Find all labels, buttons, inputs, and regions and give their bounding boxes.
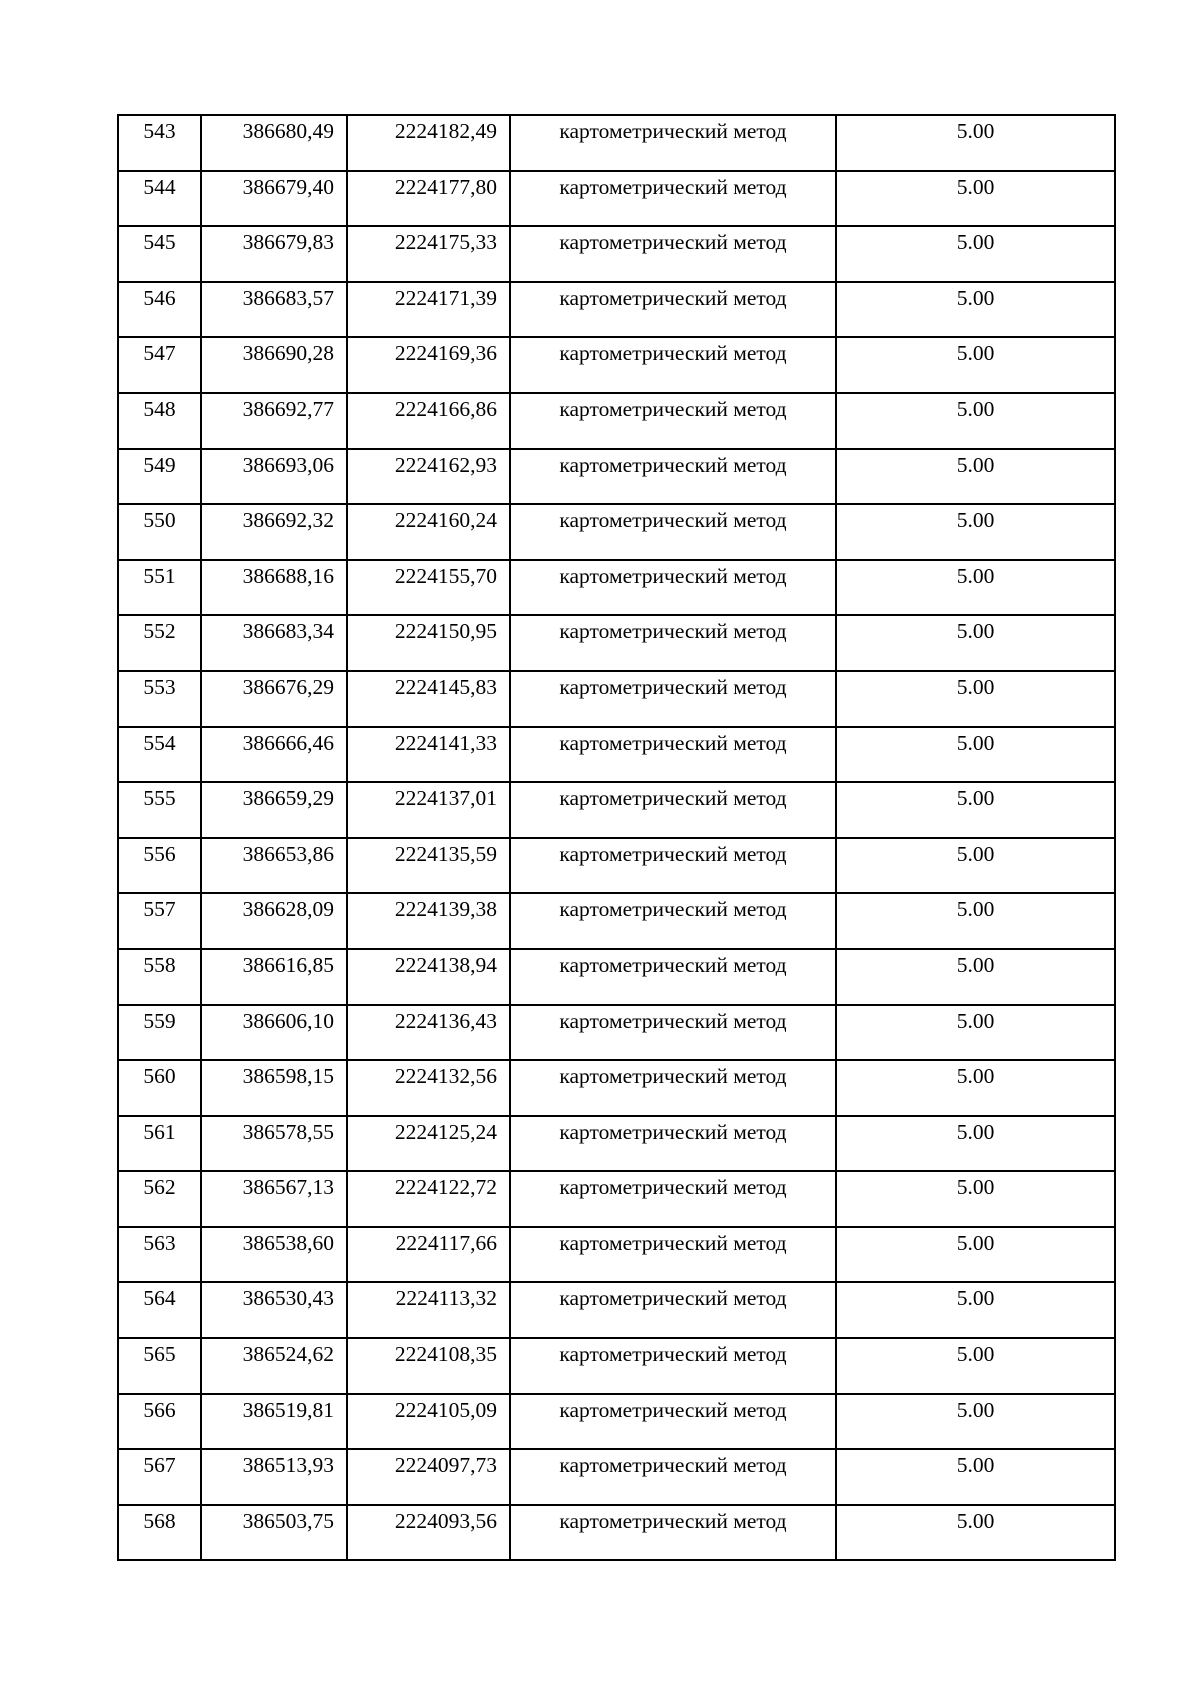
method-cell-text: картометрический метод [559, 341, 787, 366]
x-coordinate-cell [201, 1394, 347, 1450]
y-coordinate-cell [347, 171, 510, 227]
point-number-cell [118, 504, 201, 560]
point-number-cell-text: 553 [143, 674, 176, 699]
method-cell [510, 1338, 836, 1394]
x-coordinate-cell-text: 386519,81 [242, 1397, 334, 1422]
x-coordinate-cell [201, 949, 347, 1005]
y-coordinate-cell-text: 2224162,93 [394, 452, 497, 477]
x-coordinate-cell-text: 386578,55 [242, 1119, 334, 1144]
y-coordinate-cell [347, 782, 510, 838]
accuracy-cell [836, 393, 1115, 449]
method-cell [510, 1116, 836, 1172]
method-cell [510, 1449, 836, 1505]
table-row [118, 782, 1115, 838]
table-row [118, 1394, 1115, 1450]
y-coordinate-cell [347, 1338, 510, 1394]
method-cell-text: картометрический метод [559, 1008, 787, 1033]
method-cell [510, 838, 836, 894]
point-number-cell [118, 115, 201, 171]
point-number-cell-text: 560 [143, 1064, 176, 1089]
x-coordinate-cell-text: 386503,75 [242, 1508, 334, 1533]
point-number-cell-text: 563 [143, 1230, 176, 1255]
y-coordinate-cell-text: 2224105,09 [394, 1397, 497, 1422]
point-number-cell-text: 559 [143, 1008, 176, 1033]
point-number-cell [118, 893, 201, 949]
method-cell-text: картометрический метод [559, 1508, 787, 1533]
accuracy-cell-text: 5.00 [956, 1286, 995, 1311]
y-coordinate-cell-text: 2224108,35 [394, 1342, 497, 1367]
accuracy-cell-text: 5.00 [956, 730, 995, 755]
table-row [118, 171, 1115, 227]
accuracy-cell-text: 5.00 [956, 619, 995, 644]
accuracy-cell [836, 1171, 1115, 1227]
point-number-cell-text: 567 [143, 1453, 176, 1478]
accuracy-cell-text: 5.00 [956, 563, 995, 588]
method-cell [510, 282, 836, 338]
x-coordinate-cell [201, 893, 347, 949]
accuracy-cell [836, 1227, 1115, 1283]
table-row [118, 1338, 1115, 1394]
method-cell [510, 115, 836, 171]
table-row [118, 1505, 1115, 1561]
point-number-cell [118, 1116, 201, 1172]
y-coordinate-cell-text: 2224171,39 [394, 285, 497, 310]
x-coordinate-cell-text: 386690,28 [242, 341, 334, 366]
accuracy-cell-text: 5.00 [956, 1342, 995, 1367]
accuracy-cell-text: 5.00 [956, 1397, 995, 1422]
x-coordinate-cell [201, 1282, 347, 1338]
accuracy-cell [836, 1449, 1115, 1505]
point-number-cell [118, 171, 201, 227]
accuracy-cell-text: 5.00 [956, 174, 995, 199]
method-cell-text: картометрический метод [559, 1453, 787, 1478]
point-number-cell-text: 543 [143, 119, 176, 143]
y-coordinate-cell [347, 1282, 510, 1338]
accuracy-cell [836, 615, 1115, 671]
x-coordinate-cell [201, 1171, 347, 1227]
y-coordinate-cell-text: 2224138,94 [394, 952, 497, 977]
table-row [118, 115, 1115, 171]
y-coordinate-cell [347, 115, 510, 171]
accuracy-cell-text: 5.00 [956, 1064, 995, 1089]
accuracy-cell [836, 782, 1115, 838]
x-coordinate-cell-text: 386679,40 [242, 174, 334, 199]
x-coordinate-cell-text: 386538,60 [242, 1230, 334, 1255]
y-coordinate-cell [347, 1116, 510, 1172]
y-coordinate-cell-text: 2224097,73 [394, 1453, 497, 1478]
accuracy-cell-text: 5.00 [956, 897, 995, 922]
accuracy-cell-text: 5.00 [956, 1119, 995, 1144]
method-cell [510, 727, 836, 783]
method-cell-text: картометрический метод [559, 285, 787, 310]
x-coordinate-cell [201, 615, 347, 671]
x-coordinate-cell-text: 386524,62 [242, 1342, 334, 1367]
point-number-cell [118, 615, 201, 671]
y-coordinate-cell [347, 1449, 510, 1505]
accuracy-cell [836, 1116, 1115, 1172]
table-row [118, 893, 1115, 949]
point-number-cell [118, 671, 201, 727]
x-coordinate-cell [201, 727, 347, 783]
accuracy-cell-text: 5.00 [956, 1230, 995, 1255]
y-coordinate-cell [347, 1005, 510, 1061]
table-row [118, 1171, 1115, 1227]
x-coordinate-cell-text: 386653,86 [242, 841, 334, 866]
accuracy-cell [836, 1005, 1115, 1061]
y-coordinate-cell-text: 2224150,95 [394, 619, 497, 644]
point-number-cell [118, 838, 201, 894]
y-coordinate-cell [347, 1394, 510, 1450]
y-coordinate-cell-text: 2224160,24 [394, 508, 497, 533]
point-number-cell-text: 546 [143, 285, 176, 310]
x-coordinate-cell-text: 386567,13 [242, 1175, 334, 1200]
point-number-cell-text: 549 [143, 452, 176, 477]
method-cell [510, 393, 836, 449]
accuracy-cell-text: 5.00 [956, 508, 995, 533]
accuracy-cell-text: 5.00 [956, 952, 995, 977]
accuracy-cell-text: 5.00 [956, 230, 995, 255]
accuracy-cell-text: 5.00 [956, 1453, 995, 1478]
accuracy-cell [836, 115, 1115, 171]
method-cell [510, 782, 836, 838]
table-row [118, 560, 1115, 616]
y-coordinate-cell-text: 2224137,01 [394, 786, 497, 811]
y-coordinate-cell [347, 504, 510, 560]
point-number-cell-text: 557 [143, 897, 176, 922]
method-cell-text: картометрический метод [559, 452, 787, 477]
x-coordinate-cell [201, 671, 347, 727]
x-coordinate-cell [201, 1060, 347, 1116]
point-number-cell [118, 1282, 201, 1338]
point-number-cell [118, 1394, 201, 1450]
point-number-cell-text: 564 [143, 1286, 176, 1311]
y-coordinate-cell-text: 2224132,56 [394, 1064, 497, 1089]
accuracy-cell [836, 1394, 1115, 1450]
method-cell-text: картометрический метод [559, 508, 787, 533]
y-coordinate-cell-text: 2224122,72 [394, 1175, 497, 1200]
point-number-cell [118, 1338, 201, 1394]
accuracy-cell [836, 226, 1115, 282]
y-coordinate-cell [347, 838, 510, 894]
x-coordinate-cell [201, 560, 347, 616]
method-cell-text: картометрический метод [559, 1230, 787, 1255]
y-coordinate-cell-text: 2224125,24 [394, 1119, 497, 1144]
accuracy-cell [836, 1282, 1115, 1338]
accuracy-cell-text: 5.00 [956, 396, 995, 421]
point-number-cell-text: 548 [143, 396, 176, 421]
x-coordinate-cell-text: 386606,10 [242, 1008, 334, 1033]
point-number-cell-text: 565 [143, 1342, 176, 1367]
method-cell-text: картометрический метод [559, 1286, 787, 1311]
point-number-cell-text: 562 [143, 1175, 176, 1200]
point-number-cell-text: 558 [143, 952, 176, 977]
x-coordinate-cell-text: 386683,34 [242, 619, 334, 644]
x-coordinate-cell [201, 393, 347, 449]
point-number-cell [118, 1171, 201, 1227]
accuracy-cell [836, 449, 1115, 505]
x-coordinate-cell [201, 838, 347, 894]
table-row [118, 337, 1115, 393]
x-coordinate-cell-text: 386676,29 [242, 674, 334, 699]
table-row [118, 449, 1115, 505]
method-cell [510, 615, 836, 671]
method-cell [510, 893, 836, 949]
y-coordinate-cell [347, 1227, 510, 1283]
y-coordinate-cell-text: 2224169,36 [394, 341, 497, 366]
accuracy-cell [836, 1505, 1115, 1561]
method-cell-text: картометрический метод [559, 1064, 787, 1089]
table-row [118, 671, 1115, 727]
point-number-cell [118, 1005, 201, 1061]
point-number-cell-text: 568 [143, 1508, 176, 1533]
y-coordinate-cell [347, 615, 510, 671]
method-cell [510, 1394, 836, 1450]
accuracy-cell-text: 5.00 [956, 1508, 995, 1533]
x-coordinate-cell-text: 386680,49 [242, 119, 334, 143]
accuracy-cell-text: 5.00 [956, 1175, 995, 1200]
x-coordinate-cell [201, 1227, 347, 1283]
point-number-cell-text: 551 [143, 563, 176, 588]
accuracy-cell [836, 171, 1115, 227]
method-cell-text: картометрический метод [559, 396, 787, 421]
table-row [118, 504, 1115, 560]
method-cell-text: картометрический метод [559, 174, 787, 199]
point-number-cell-text: 545 [143, 230, 176, 255]
table-row [118, 1116, 1115, 1172]
method-cell-text: картометрический метод [559, 619, 787, 644]
y-coordinate-cell [347, 226, 510, 282]
accuracy-cell [836, 337, 1115, 393]
method-cell [510, 1060, 836, 1116]
x-coordinate-cell-text: 386692,32 [242, 508, 334, 533]
x-coordinate-cell-text: 386513,93 [242, 1453, 334, 1478]
accuracy-cell-text: 5.00 [956, 786, 995, 811]
method-cell-text: картометрический метод [559, 1342, 787, 1367]
x-coordinate-cell-text: 386598,15 [242, 1064, 334, 1089]
y-coordinate-cell [347, 393, 510, 449]
method-cell [510, 171, 836, 227]
x-coordinate-cell [201, 115, 347, 171]
method-cell-text: картометрический метод [559, 786, 787, 811]
accuracy-cell-text: 5.00 [956, 341, 995, 366]
point-number-cell-text: 552 [143, 619, 176, 644]
point-number-cell [118, 727, 201, 783]
x-coordinate-cell-text: 386693,06 [242, 452, 334, 477]
accuracy-cell [836, 838, 1115, 894]
y-coordinate-cell [347, 1505, 510, 1561]
point-number-cell [118, 949, 201, 1005]
point-number-cell [118, 337, 201, 393]
y-coordinate-cell-text: 2224139,38 [394, 897, 497, 922]
y-coordinate-cell [347, 949, 510, 1005]
method-cell-text: картометрический метод [559, 674, 787, 699]
table-row [118, 282, 1115, 338]
point-number-cell-text: 556 [143, 841, 176, 866]
table-row [118, 226, 1115, 282]
y-coordinate-cell [347, 727, 510, 783]
y-coordinate-cell-text: 2224182,49 [394, 119, 497, 143]
method-cell-text: картометрический метод [559, 841, 787, 866]
point-number-cell-text: 554 [143, 730, 176, 755]
x-coordinate-cell [201, 282, 347, 338]
y-coordinate-cell [347, 449, 510, 505]
x-coordinate-cell-text: 386683,57 [242, 285, 334, 310]
point-number-cell [118, 1449, 201, 1505]
point-number-cell [118, 393, 201, 449]
method-cell [510, 949, 836, 1005]
accuracy-cell [836, 560, 1115, 616]
point-number-cell [118, 226, 201, 282]
table-row [118, 393, 1115, 449]
x-coordinate-cell [201, 171, 347, 227]
point-number-cell-text: 544 [143, 174, 176, 199]
accuracy-cell [836, 727, 1115, 783]
point-number-cell [118, 449, 201, 505]
coordinates-table [117, 114, 1116, 1561]
point-number-cell [118, 1505, 201, 1561]
y-coordinate-cell-text: 2224141,33 [394, 730, 497, 755]
method-cell-text: картометрический метод [559, 1119, 787, 1144]
table-row [118, 1227, 1115, 1283]
method-cell-text: картометрический метод [559, 1175, 787, 1200]
method-cell-text: картометрический метод [559, 563, 787, 588]
y-coordinate-cell [347, 337, 510, 393]
method-cell-text: картометрический метод [559, 952, 787, 977]
y-coordinate-cell [347, 560, 510, 616]
y-coordinate-cell-text: 2224155,70 [394, 563, 497, 588]
accuracy-cell [836, 1060, 1115, 1116]
method-cell [510, 671, 836, 727]
method-cell-text: картометрический метод [559, 897, 787, 922]
x-coordinate-cell [201, 337, 347, 393]
method-cell [510, 337, 836, 393]
method-cell-text: картометрический метод [559, 730, 787, 755]
accuracy-cell [836, 949, 1115, 1005]
point-number-cell [118, 560, 201, 616]
table-row [118, 838, 1115, 894]
method-cell-text: картометрический метод [559, 119, 787, 143]
y-coordinate-cell-text: 2224136,43 [394, 1008, 497, 1033]
accuracy-cell-text: 5.00 [956, 285, 995, 310]
y-coordinate-cell [347, 282, 510, 338]
x-coordinate-cell [201, 449, 347, 505]
point-number-cell [118, 282, 201, 338]
method-cell [510, 1005, 836, 1061]
x-coordinate-cell-text: 386688,16 [242, 563, 334, 588]
y-coordinate-cell [347, 671, 510, 727]
table-row [118, 615, 1115, 671]
accuracy-cell-text: 5.00 [956, 119, 995, 143]
point-number-cell-text: 550 [143, 508, 176, 533]
accuracy-cell-text: 5.00 [956, 1008, 995, 1033]
x-coordinate-cell [201, 1338, 347, 1394]
point-number-cell-text: 566 [143, 1397, 176, 1422]
accuracy-cell [836, 893, 1115, 949]
table-row [118, 1060, 1115, 1116]
method-cell [510, 504, 836, 560]
y-coordinate-cell [347, 893, 510, 949]
x-coordinate-cell [201, 504, 347, 560]
x-coordinate-cell-text: 386692,77 [242, 396, 334, 421]
x-coordinate-cell [201, 1505, 347, 1561]
method-cell [510, 226, 836, 282]
point-number-cell-text: 547 [143, 341, 176, 366]
y-coordinate-cell-text: 2224166,86 [394, 396, 497, 421]
method-cell [510, 1282, 836, 1338]
accuracy-cell [836, 671, 1115, 727]
method-cell-text: картометрический метод [559, 230, 787, 255]
method-cell [510, 449, 836, 505]
x-coordinate-cell [201, 1116, 347, 1172]
x-coordinate-cell-text: 386659,29 [242, 786, 334, 811]
y-coordinate-cell-text: 2224177,80 [394, 174, 497, 199]
y-coordinate-cell [347, 1171, 510, 1227]
y-coordinate-cell-text: 2224113,32 [395, 1286, 497, 1311]
x-coordinate-cell-text: 386628,09 [242, 897, 334, 922]
point-number-cell [118, 782, 201, 838]
accuracy-cell [836, 282, 1115, 338]
x-coordinate-cell [201, 782, 347, 838]
y-coordinate-cell [347, 1060, 510, 1116]
y-coordinate-cell-text: 2224117,66 [395, 1230, 497, 1255]
x-coordinate-cell-text: 386666,46 [242, 730, 334, 755]
table-row [118, 1005, 1115, 1061]
table-row [118, 727, 1115, 783]
accuracy-cell [836, 1338, 1115, 1394]
y-coordinate-cell-text: 2224093,56 [394, 1508, 497, 1533]
x-coordinate-cell-text: 386530,43 [242, 1286, 334, 1311]
x-coordinate-cell-text: 386616,85 [242, 952, 334, 977]
coordinates-table-body [118, 115, 1115, 1560]
x-coordinate-cell [201, 1005, 347, 1061]
point-number-cell [118, 1227, 201, 1283]
method-cell-text: картометрический метод [559, 1397, 787, 1422]
method-cell [510, 560, 836, 616]
y-coordinate-cell-text: 2224145,83 [394, 674, 497, 699]
x-coordinate-cell [201, 226, 347, 282]
y-coordinate-cell-text: 2224135,59 [394, 841, 497, 866]
y-coordinate-cell-text: 2224175,33 [394, 230, 497, 255]
accuracy-cell-text: 5.00 [956, 674, 995, 699]
point-number-cell-text: 555 [143, 786, 176, 811]
point-number-cell [118, 1060, 201, 1116]
table-row [118, 949, 1115, 1005]
point-number-cell-text: 561 [143, 1119, 176, 1144]
method-cell [510, 1505, 836, 1561]
table-row [118, 1449, 1115, 1505]
method-cell [510, 1171, 836, 1227]
method-cell [510, 1227, 836, 1283]
table-row [118, 1282, 1115, 1338]
accuracy-cell-text: 5.00 [956, 841, 995, 866]
accuracy-cell-text: 5.00 [956, 452, 995, 477]
x-coordinate-cell [201, 1449, 347, 1505]
x-coordinate-cell-text: 386679,83 [242, 230, 334, 255]
accuracy-cell [836, 504, 1115, 560]
